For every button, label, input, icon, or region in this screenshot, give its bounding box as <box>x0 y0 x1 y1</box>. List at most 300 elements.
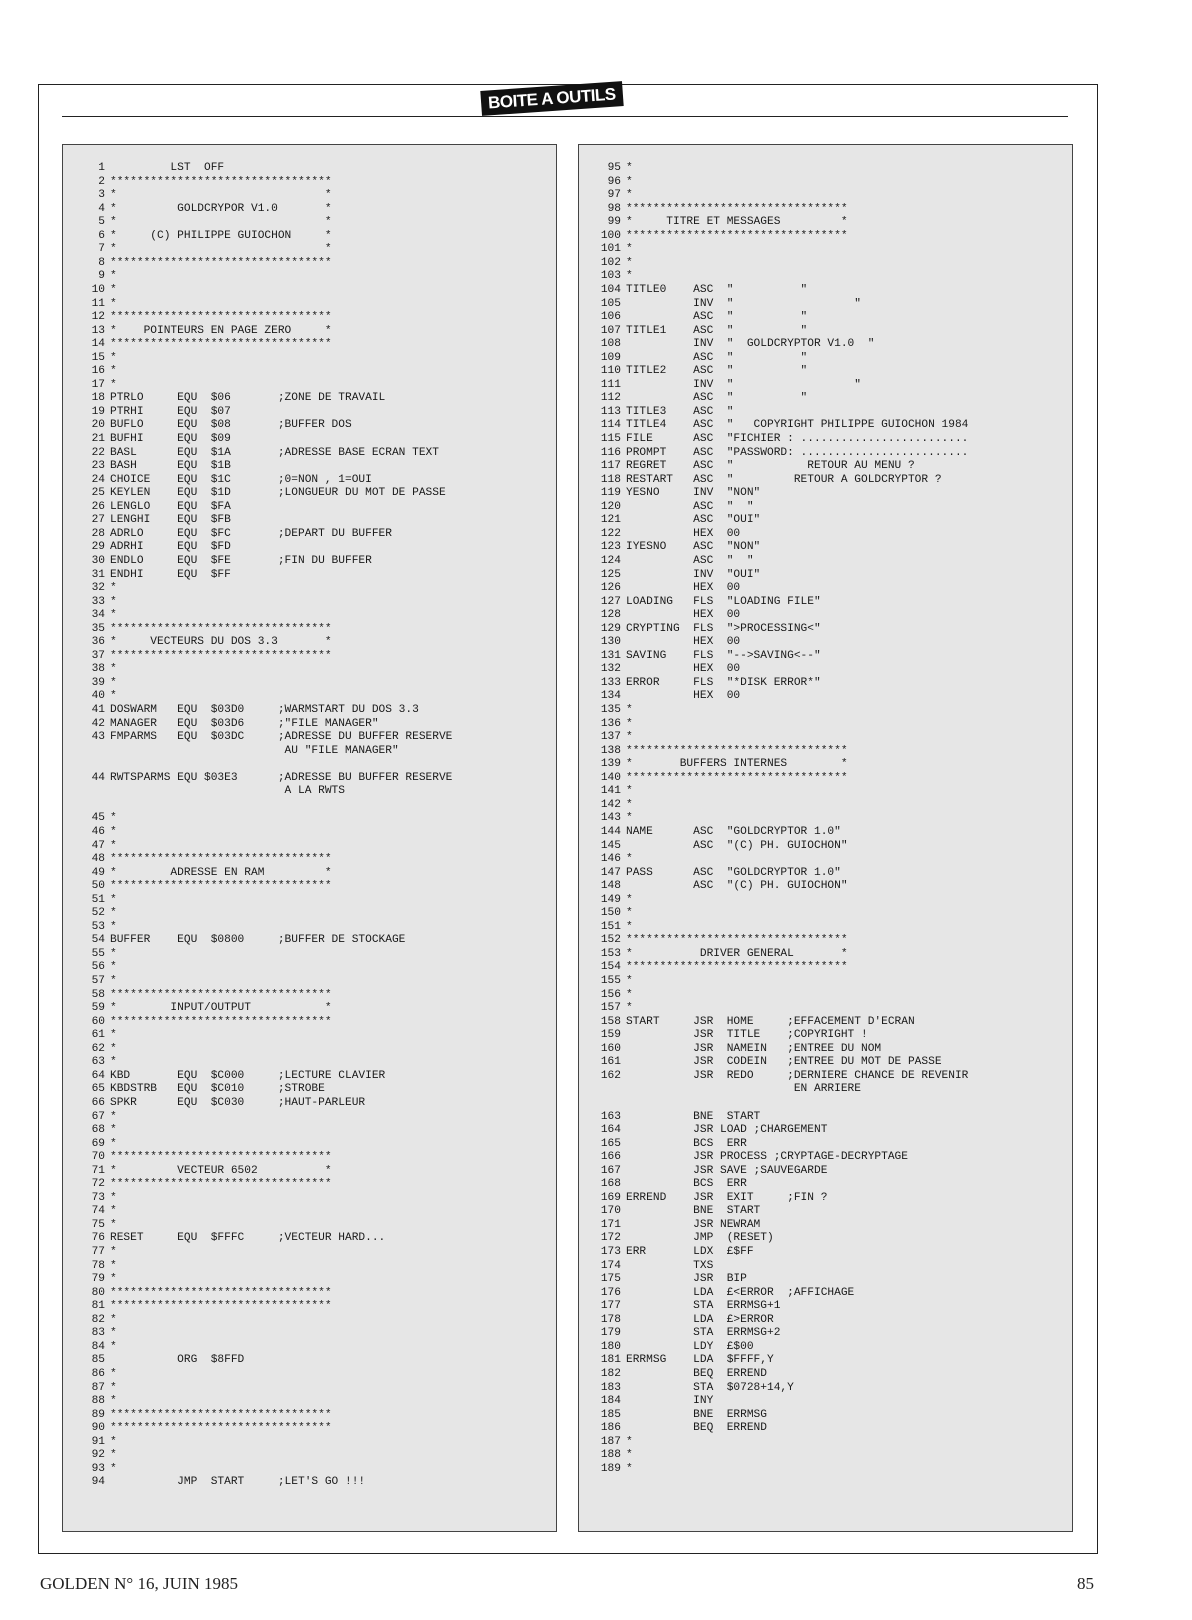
line-number: 149 <box>600 893 621 906</box>
code-text: ********************************* <box>110 1178 332 1191</box>
code-text: ADRHI EQU $FD <box>110 541 231 554</box>
line-number: 43 <box>91 731 105 744</box>
line-number: 187 <box>600 1435 621 1448</box>
line-number: 97 <box>607 189 621 202</box>
line-number: 166 <box>600 1151 621 1164</box>
line-number: 85 <box>91 1354 105 1367</box>
code-text: JMP START ;LET'S GO !!! <box>110 1476 366 1489</box>
line-number: 103 <box>600 270 621 283</box>
code-text: KEYLEN EQU $1D ;LONGUEUR DU MOT DE PASSE <box>110 487 446 500</box>
code-text: * <box>626 270 633 283</box>
code-text: NAME ASC "GOLDCRYPTOR 1.0" <box>626 825 841 838</box>
code-text: BUFFER EQU $0800 ;BUFFER DE STOCKAGE <box>110 934 406 947</box>
line-number: 17 <box>91 378 105 391</box>
code-text: JSR SAVE ;SAUVEGARDE <box>626 1164 828 1177</box>
code-text: ERROR FLS "*DISK ERROR*" <box>626 676 821 689</box>
line-number: 185 <box>600 1408 621 1421</box>
code-text: * <box>110 1137 117 1150</box>
code-text: * <box>110 297 117 310</box>
line-number: 110 <box>600 365 621 378</box>
line-number: 62 <box>91 1042 105 1055</box>
code-text: ********************************* <box>110 1422 332 1435</box>
line-number: 124 <box>600 554 621 567</box>
line-number: 37 <box>91 649 105 662</box>
line-number: 123 <box>600 541 621 554</box>
code-text: RESTART ASC " RETOUR A GOLDCRYPTOR ? <box>626 473 942 486</box>
code-text: JMP (RESET) <box>626 1232 774 1245</box>
code-text: ********************************* <box>626 229 848 242</box>
code-text: REGRET ASC " RETOUR AU MENU ? <box>626 460 915 473</box>
header-rule <box>62 116 1068 117</box>
code-text: BCS ERR <box>626 1137 747 1150</box>
code-text: * <box>110 582 117 595</box>
line-number: 133 <box>600 676 621 689</box>
code-text: FILE ASC "FICHIER : ......................... <box>626 433 969 445</box>
line-number: 117 <box>600 460 621 473</box>
code-text: * <box>626 1449 633 1462</box>
code-text: ********************************* <box>110 880 332 893</box>
code-text: * <box>110 1110 117 1123</box>
code-text: ********************************* <box>110 1300 332 1313</box>
code-text: * <box>110 609 117 622</box>
line-number: 12 <box>91 311 105 324</box>
code-text: AU "FILE MANAGER" <box>110 744 399 757</box>
line-number: 186 <box>600 1422 621 1435</box>
line-number: 68 <box>91 1124 105 1137</box>
line-number: 115 <box>600 433 621 445</box>
code-text: * <box>110 975 117 987</box>
code-text: * POINTEURS EN PAGE ZERO * <box>110 324 332 337</box>
line-number: 172 <box>600 1232 621 1245</box>
line-number: 171 <box>600 1218 621 1231</box>
code-text: BEQ ERREND <box>626 1422 767 1435</box>
code-text: PTRLO EQU $06 ;ZONE DE TRAVAIL <box>110 392 386 405</box>
code-text: BASH EQU $1B <box>110 460 231 473</box>
line-number: 169 <box>600 1191 621 1204</box>
line-number: 21 <box>91 433 105 445</box>
code-text: * <box>110 812 117 825</box>
code-text: ********************************* <box>626 744 848 757</box>
code-text: BNE ERRMSG <box>626 1408 767 1421</box>
code-text: * <box>626 975 633 987</box>
line-number: 181 <box>600 1354 621 1367</box>
code-text: * <box>110 839 117 852</box>
page-number: 85 <box>1077 1574 1094 1593</box>
line-number: 34 <box>91 609 105 622</box>
line-number: 180 <box>600 1340 621 1353</box>
line-number: 125 <box>600 568 621 581</box>
code-text: BEQ ERREND <box>626 1367 767 1380</box>
code-text: JSR CODEIN ;ENTREE DU MOT DE PASSE <box>626 1056 942 1069</box>
code-text: ********************************* <box>110 1015 332 1028</box>
listing-panel-right <box>578 144 1073 1532</box>
line-number: 161 <box>600 1056 621 1069</box>
code-text: ERREND JSR EXIT ;FIN ? <box>626 1191 828 1204</box>
line-number: 158 <box>600 1015 621 1028</box>
code-text: * <box>626 853 633 866</box>
line-number: 67 <box>91 1110 105 1123</box>
code-text: BNE START <box>626 1110 761 1123</box>
code-text: LDA £>ERROR <box>626 1313 774 1326</box>
line-number: 11 <box>91 297 105 310</box>
line-number: 104 <box>600 283 621 296</box>
line-number: 38 <box>91 663 105 676</box>
line-number: 170 <box>600 1205 621 1218</box>
line-number: 184 <box>600 1395 621 1408</box>
line-number: 134 <box>600 690 621 703</box>
line-number: 59 <box>91 1002 105 1015</box>
line-number: 23 <box>91 460 105 473</box>
line-number: 165 <box>600 1137 621 1150</box>
code-text: LOADING FLS "LOADING FILE" <box>626 595 821 608</box>
line-number: 48 <box>91 853 105 866</box>
code-text: ERR LDX £$FF <box>626 1246 754 1258</box>
code-text: INY <box>626 1395 714 1408</box>
line-number: 105 <box>600 297 621 310</box>
code-text: ENDHI EQU $FF <box>110 568 231 581</box>
line-number: 130 <box>600 636 621 649</box>
code-text: A LA RWTS <box>110 785 345 798</box>
line-number: 87 <box>91 1381 105 1394</box>
line-number: 69 <box>91 1137 105 1150</box>
line-number: 84 <box>91 1340 105 1353</box>
line-number: 154 <box>600 961 621 974</box>
code-text: ********************************* <box>110 311 332 324</box>
line-number: 157 <box>600 1002 621 1015</box>
line-number: 116 <box>600 446 621 459</box>
code-text: HEX 00 <box>626 527 741 540</box>
line-number: 174 <box>600 1259 621 1272</box>
code-text: * <box>110 1218 117 1231</box>
code-text: CRYPTING FLS ">PROCESSING<" <box>626 622 821 635</box>
code-text: ASC " " <box>626 392 808 405</box>
code-text: * <box>110 1029 117 1042</box>
line-number: 173 <box>600 1246 621 1258</box>
code-text: JSR BIP <box>626 1273 747 1286</box>
line-number: 44 <box>91 771 105 784</box>
code-text: ********************************* <box>110 1151 332 1164</box>
line-number: 83 <box>91 1327 105 1340</box>
line-number: 27 <box>91 514 105 527</box>
line-number: 88 <box>91 1395 105 1408</box>
code-text: STA ERRMSG+2 <box>626 1327 781 1340</box>
code-text: JSR NEWRAM <box>626 1218 761 1231</box>
code-text: CHOICE EQU $1C ;0=NON , 1=OUI <box>110 473 372 486</box>
code-text: * <box>110 1191 117 1204</box>
line-number: 90 <box>91 1422 105 1435</box>
code-text: * <box>626 798 633 811</box>
code-text: ********************************* <box>110 853 332 866</box>
line-number: 91 <box>91 1435 105 1448</box>
line-number: 182 <box>600 1367 621 1380</box>
line-number: 66 <box>91 1096 105 1109</box>
line-number: 96 <box>607 175 621 188</box>
code-text: INV " " <box>626 297 861 310</box>
code-text: * <box>110 1327 117 1340</box>
line-number: 94 <box>91 1476 105 1489</box>
line-number: 52 <box>91 907 105 920</box>
code-text: * <box>626 731 633 744</box>
line-number: 101 <box>600 243 621 256</box>
code-text: * <box>110 1056 117 1069</box>
line-number: 80 <box>91 1286 105 1299</box>
line-number: 129 <box>600 622 621 635</box>
line-number: 121 <box>600 514 621 527</box>
code-text: LDA £<ERROR ;AFFICHAGE <box>626 1286 855 1299</box>
line-number: 135 <box>600 704 621 716</box>
code-text: INV " GOLDCRYPTOR V1.0 " <box>626 338 875 351</box>
line-number: 111 <box>600 378 621 391</box>
code-text: * <box>110 283 117 296</box>
code-text: ********************************* <box>110 1408 332 1421</box>
line-number: 164 <box>600 1124 621 1137</box>
line-number: 150 <box>600 907 621 920</box>
code-text: * <box>110 907 117 920</box>
code-text: PASS ASC "GOLDCRYPTOR 1.0" <box>626 866 841 879</box>
code-text: * * <box>110 189 332 202</box>
line-number: 92 <box>91 1449 105 1462</box>
code-text: * <box>110 270 117 283</box>
line-number: 189 <box>600 1462 621 1475</box>
line-number: 72 <box>91 1178 105 1191</box>
line-number: 36 <box>91 636 105 649</box>
line-number: 145 <box>600 839 621 852</box>
code-text: ASC " " <box>626 500 754 513</box>
code-text: * <box>110 1313 117 1326</box>
code-text: DOSWARM EQU $03D0 ;WARMSTART DU DOS 3.3 <box>110 704 419 716</box>
code-text: ********************************* <box>626 202 848 215</box>
code-text: * <box>110 1435 117 1448</box>
code-text: * <box>110 690 117 703</box>
code-text: * <box>626 1462 633 1475</box>
code-text: ASC "(C) PH. GUIOCHON" <box>626 839 848 852</box>
line-number: 49 <box>91 866 105 879</box>
line-number: 89 <box>91 1408 105 1421</box>
line-number: 119 <box>600 487 621 500</box>
line-number: 98 <box>607 202 621 215</box>
line-number: 22 <box>91 446 105 459</box>
code-text: * <box>110 351 117 364</box>
line-number: 153 <box>600 947 621 960</box>
line-number: 41 <box>91 704 105 716</box>
code-text: * <box>110 1124 117 1137</box>
footer-publication: GOLDEN N° 16, JUIN 1985 <box>40 1574 239 1593</box>
code-text: JSR TITLE ;COPYRIGHT ! <box>626 1029 868 1042</box>
line-number: 1 <box>98 162 105 174</box>
code-text: STA $0728+14,Y <box>626 1381 794 1394</box>
code-text: * <box>626 785 633 798</box>
line-number: 113 <box>600 405 621 418</box>
line-number: 63 <box>91 1056 105 1069</box>
code-text: LENGHI EQU $FB <box>110 514 231 527</box>
code-text: ASC " " <box>626 554 754 567</box>
code-text: ********************************* <box>110 1286 332 1299</box>
line-number: 183 <box>600 1381 621 1394</box>
line-number: 144 <box>600 825 621 838</box>
line-number: 162 <box>600 1069 621 1082</box>
line-number: 61 <box>91 1029 105 1042</box>
line-number: 167 <box>600 1164 621 1177</box>
code-text: TITLE1 ASC " " <box>626 324 808 337</box>
line-number: 39 <box>91 676 105 689</box>
line-number: 25 <box>91 487 105 500</box>
code-text: TITLE2 ASC " " <box>626 365 808 378</box>
line-number: 15 <box>91 351 105 364</box>
line-number: 5 <box>98 216 105 229</box>
code-text: KBD EQU $C000 ;LECTURE CLAVIER <box>110 1069 386 1082</box>
code-text: ********************************* <box>110 175 332 188</box>
line-number: 109 <box>600 351 621 364</box>
code-text: * <box>110 825 117 838</box>
code-text: BNE START <box>626 1205 761 1218</box>
line-number: 60 <box>91 1015 105 1028</box>
code-text: * <box>110 1462 117 1475</box>
line-number: 64 <box>91 1069 105 1082</box>
code-text: * TITRE ET MESSAGES * <box>626 216 848 229</box>
code-text: * BUFFERS INTERNES * <box>626 758 848 771</box>
line-number: 45 <box>91 812 105 825</box>
line-number: 16 <box>91 365 105 378</box>
code-text: * <box>626 893 633 906</box>
line-number: 179 <box>600 1327 621 1340</box>
code-text: * <box>626 175 633 188</box>
code-text: * <box>110 1246 117 1258</box>
code-text: * <box>626 988 633 1001</box>
code-text: STA ERRMSG+1 <box>626 1300 781 1313</box>
code-text: * INPUT/OUTPUT * <box>110 1002 332 1015</box>
code-text: * <box>626 162 633 174</box>
line-number: 46 <box>91 825 105 838</box>
code-text: * <box>626 920 633 933</box>
code-text: EN ARRIERE <box>626 1083 861 1096</box>
code-text: LST OFF <box>110 162 225 174</box>
line-number: 50 <box>91 880 105 893</box>
line-number: 112 <box>600 392 621 405</box>
code-text: * <box>110 1449 117 1462</box>
line-number: 120 <box>600 500 621 513</box>
code-text: ADRLO EQU $FC ;DEPART DU BUFFER <box>110 527 392 540</box>
code-text: * <box>110 1042 117 1055</box>
line-number: 40 <box>91 690 105 703</box>
code-text: * <box>626 1435 633 1448</box>
code-text: FMPARMS EQU $03DC ;ADRESSE DU BUFFER RESERVE <box>110 731 453 744</box>
code-text: ********************************* <box>110 649 332 662</box>
code-text: SPKR EQU $C030 ;HAUT-PARLEUR <box>110 1096 366 1109</box>
line-number: 29 <box>91 541 105 554</box>
line-number: 8 <box>98 256 105 269</box>
line-number: 163 <box>600 1110 621 1123</box>
line-number: 146 <box>600 853 621 866</box>
line-number: 132 <box>600 663 621 676</box>
code-text: MANAGER EQU $03D6 ;"FILE MANAGER" <box>110 717 379 730</box>
line-number: 51 <box>91 893 105 906</box>
line-number: 14 <box>91 338 105 351</box>
code-text: ASC "OUI" <box>626 514 761 527</box>
code-text: LDY £$00 <box>626 1340 754 1353</box>
line-number: 6 <box>98 229 105 242</box>
line-number: 177 <box>600 1300 621 1313</box>
line-number: 73 <box>91 1191 105 1204</box>
line-number: 2 <box>98 175 105 188</box>
line-number: 54 <box>91 934 105 947</box>
line-number: 107 <box>600 324 621 337</box>
code-text: ERRMSG LDA $FFFF,Y <box>626 1354 774 1367</box>
code-text: INV "OUI" <box>626 568 761 581</box>
line-number: 127 <box>600 595 621 608</box>
line-number: 108 <box>600 338 621 351</box>
line-number: 20 <box>91 419 105 432</box>
line-number: 47 <box>91 839 105 852</box>
code-text: * ADRESSE EN RAM * <box>110 866 332 879</box>
line-number: 55 <box>91 947 105 960</box>
line-number: 128 <box>600 609 621 622</box>
code-text: IYESNO ASC "NON" <box>626 541 761 554</box>
code-text: * <box>110 1381 117 1394</box>
line-number: 95 <box>607 162 621 174</box>
line-number: 178 <box>600 1313 621 1326</box>
code-text: TITLE4 ASC " COPYRIGHT PHILIPPE GUIOCHON 1984 <box>626 419 969 432</box>
line-number: 19 <box>91 405 105 418</box>
line-number: 106 <box>600 311 621 324</box>
code-text: ASC " " <box>626 311 808 324</box>
line-number: 71 <box>91 1164 105 1177</box>
code-text: * <box>110 893 117 906</box>
line-number: 26 <box>91 500 105 513</box>
code-text: * <box>110 1340 117 1353</box>
code-text: ASC " " <box>626 351 808 364</box>
line-number: 24 <box>91 473 105 486</box>
line-number: 143 <box>600 812 621 825</box>
line-number: 79 <box>91 1273 105 1286</box>
code-text: START JSR HOME ;EFFACEMENT D'ECRAN <box>626 1015 915 1028</box>
line-number: 156 <box>600 988 621 1001</box>
code-text: * <box>110 947 117 960</box>
line-number: 152 <box>600 934 621 947</box>
line-number: 7 <box>98 243 105 256</box>
line-number: 31 <box>91 568 105 581</box>
code-text: HEX 00 <box>626 663 741 676</box>
code-text: * <box>626 717 633 730</box>
code-text: * <box>110 1205 117 1218</box>
code-text: TITLE0 ASC " " <box>626 283 808 296</box>
line-number: 53 <box>91 920 105 933</box>
line-number: 9 <box>98 270 105 283</box>
line-number: 4 <box>98 202 105 215</box>
line-number: 58 <box>91 988 105 1001</box>
line-number: 114 <box>600 419 621 432</box>
line-number: 35 <box>91 622 105 635</box>
line-number: 57 <box>91 975 105 987</box>
code-text: JSR REDO ;DERNIERE CHANCE DE REVENIR <box>626 1069 969 1082</box>
line-number: 139 <box>600 758 621 771</box>
code-text: * GOLDCRYPOR V1.0 * <box>110 202 332 215</box>
code-text: TITLE3 ASC " <box>626 405 734 418</box>
line-number: 147 <box>600 866 621 879</box>
code-text: * <box>110 1259 117 1272</box>
line-number: 131 <box>600 649 621 662</box>
line-number: 141 <box>600 785 621 798</box>
code-text: BASL EQU $1A ;ADRESSE BASE ECRAN TEXT <box>110 446 439 459</box>
line-number: 78 <box>91 1259 105 1272</box>
line-number: 56 <box>91 961 105 974</box>
code-text: * <box>626 243 633 256</box>
line-number: 137 <box>600 731 621 744</box>
line-number: 138 <box>600 744 621 757</box>
code-text: ENDLO EQU $FE ;FIN DU BUFFER <box>110 554 372 567</box>
code-text: * <box>110 1367 117 1380</box>
code-text: HEX 00 <box>626 609 741 622</box>
line-number: 18 <box>91 392 105 405</box>
